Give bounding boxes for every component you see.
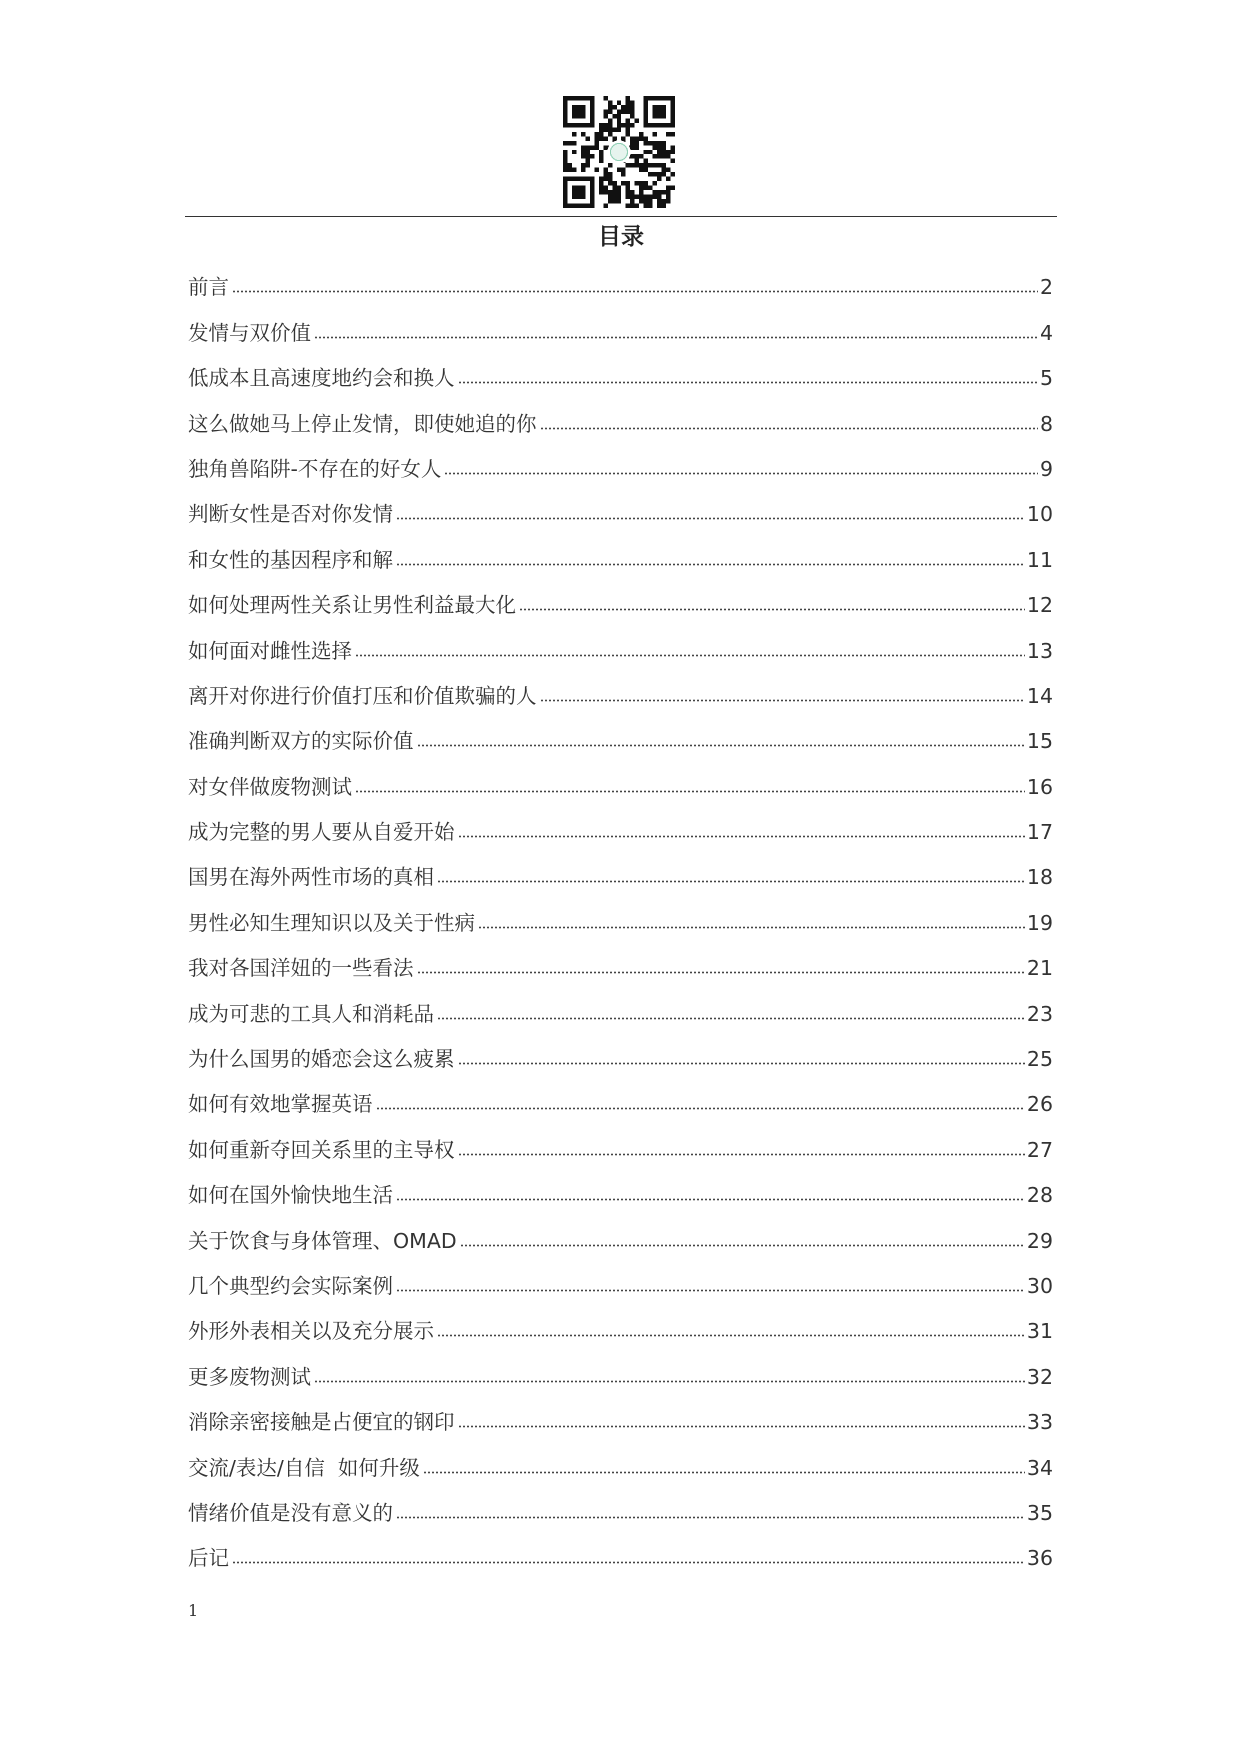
toc-entry-page: 14 [1026,683,1053,708]
toc-entry-label: 判断女性是否对你发情 [188,502,393,527]
toc-leader-dots [314,1377,1025,1383]
toc-leader-dots [458,378,1038,384]
toc-entry-label: 如何面对雌性选择 [188,638,352,663]
toc-leader-dots [437,1331,1025,1337]
toc-entry[interactable] [188,1210,1053,1255]
page-number: 1 [188,1601,199,1620]
toc-entry-label: 几个典型约会实际案例 [188,1273,393,1298]
toc-entry[interactable] [188,1301,1053,1346]
table-of-contents [188,257,1053,1573]
toc-leader-dots [396,514,1025,520]
toc-entry-label: 低成本且高速度地约会和换人 [188,366,455,391]
toc-entry-label: 后记 [188,1546,229,1571]
toc-leader-dots [417,968,1025,974]
toc-entry-label: 和女性的基因程序和解 [188,547,393,572]
toc-leader-dots [458,832,1025,838]
toc-entry[interactable] [188,1483,1053,1528]
toc-entry[interactable] [188,1528,1053,1573]
toc-leader-dots [232,1558,1025,1564]
toc-entry-page: 17 [1026,820,1053,845]
toc-entry-page: 23 [1026,1001,1053,1026]
toc-entry-label: 离开对你进行价值打压和价值欺骗的人 [188,683,537,708]
toc-entry-label: 更多废物测试 [188,1364,311,1389]
toc-entry-page: 9 [1039,456,1053,481]
toc-leader-dots [437,877,1025,883]
toc-entry[interactable] [188,484,1053,529]
toc-entry[interactable] [188,983,1053,1028]
toc-entry[interactable] [188,847,1053,892]
toc-entry[interactable] [188,1165,1053,1210]
toc-entry-label: 男性必知生理知识以及关于性病 [188,910,475,935]
toc-leader-dots [396,1195,1025,1201]
toc-entry-page: 4 [1039,320,1053,345]
toc-leader-dots [355,787,1025,793]
toc-entry-page: 25 [1026,1047,1053,1072]
toc-leader-dots [314,333,1038,339]
toc-entry-page: 35 [1026,1500,1053,1525]
toc-leader-dots [458,1422,1025,1428]
toc-entry[interactable] [188,1392,1053,1437]
toc-entry-label: 交流/表达/自信 如何升级 [188,1455,420,1480]
toc-entry[interactable] [188,529,1053,574]
toc-entry[interactable] [188,575,1053,620]
toc-entry-page: 32 [1026,1364,1053,1389]
toc-entry[interactable] [188,1119,1053,1164]
toc-leader-dots [232,287,1038,293]
toc-entry-page: 15 [1026,729,1053,754]
toc-entry[interactable] [188,802,1053,847]
toc-leader-dots [540,696,1025,702]
toc-entry-page: 11 [1026,547,1053,572]
toc-entry-page: 13 [1026,638,1053,663]
toc-entry[interactable] [188,892,1053,937]
toc-leader-dots [519,605,1025,611]
toc-entry[interactable] [188,711,1053,756]
toc-entry-label: 情绪价值是没有意义的 [188,1500,393,1525]
toc-leader-dots [460,1241,1025,1247]
toc-entry-label: 对女伴做废物测试 [188,774,352,799]
toc-entry[interactable] [188,756,1053,801]
toc-entry-page: 31 [1026,1319,1053,1344]
toc-leader-dots [396,1513,1025,1519]
toc-entry-page: 29 [1026,1228,1053,1253]
toc-entry[interactable] [188,348,1053,393]
toc-entry-page: 5 [1039,366,1053,391]
toc-entry-label: 成为可悲的工具人和消耗品 [188,1001,434,1026]
toc-entry-page: 2 [1039,275,1053,300]
toc-entry-label: 这么做她马上停止发情，即使她追的你 [188,411,537,436]
toc-entry[interactable] [188,666,1053,711]
toc-entry[interactable] [188,1029,1053,1074]
toc-entry-page: 8 [1039,411,1053,436]
toc-entry-page: 34 [1026,1455,1053,1480]
toc-entry[interactable] [188,1437,1053,1482]
toc-entry-label: 成为完整的男人要从自爱开始 [188,820,455,845]
toc-entry-label: 如何处理两性关系让男性利益最大化 [188,593,516,618]
toc-entry-page: 19 [1026,910,1053,935]
toc-entry-page: 27 [1026,1137,1053,1162]
toc-leader-dots [423,1468,1025,1474]
toc-leader-dots [444,469,1038,475]
toc-entry[interactable] [188,1346,1053,1391]
toc-entry-label: 准确判断双方的实际价值 [188,729,414,754]
toc-entry-page: 26 [1026,1092,1053,1117]
toc-title: 目录 [598,224,644,250]
toc-entry-page: 36 [1026,1546,1053,1571]
toc-entry-page: 28 [1026,1183,1053,1208]
toc-entry-label: 消除亲密接触是占便宜的钢印 [188,1410,455,1435]
toc-entry[interactable] [188,1256,1053,1301]
toc-leader-dots [355,651,1025,657]
toc-leader-dots [478,923,1025,929]
toc-entry-label: 如何重新夺回关系里的主导权 [188,1137,455,1162]
toc-leader-dots [437,1014,1025,1020]
header-rule [185,216,1057,217]
toc-entry-label: 我对各国洋妞的一些看法 [188,956,414,981]
toc-entry-label: 为什么国男的婚恋会这么疲累 [188,1047,455,1072]
toc-entry-label: 如何在国外愉快地生活 [188,1183,393,1208]
toc-entry-label: 关于饮食与身体管理、OMAD [188,1228,457,1253]
toc-leader-dots [540,424,1038,430]
toc-entry-label: 外形外表相关以及充分展示 [188,1319,434,1344]
toc-entry-page: 10 [1026,502,1053,527]
toc-entry-label: 如何有效地掌握英语 [188,1092,373,1117]
toc-entry[interactable] [188,439,1053,484]
qr-code [563,96,675,208]
toc-leader-dots [376,1104,1025,1110]
toc-entry[interactable] [188,257,1053,302]
toc-entry-label: 发情与双价值 [188,320,311,345]
toc-entry[interactable] [188,1074,1053,1119]
toc-entry[interactable] [188,302,1053,347]
toc-entry-page: 18 [1026,865,1053,890]
toc-entry[interactable] [188,938,1053,983]
toc-leader-dots [417,741,1025,747]
toc-leader-dots [396,560,1025,566]
toc-entry[interactable] [188,393,1053,438]
toc-entry-page: 21 [1026,956,1053,981]
toc-entry-page: 30 [1026,1273,1053,1298]
toc-entry-page: 16 [1026,774,1053,799]
toc-entry-label: 前言 [188,275,229,300]
toc-entry-page: 33 [1026,1410,1053,1435]
toc-entry-label: 独角兽陷阱-不存在的好女人 [188,456,442,481]
toc-leader-dots [458,1059,1025,1065]
toc-leader-dots [458,1150,1025,1156]
toc-leader-dots [396,1286,1025,1292]
toc-entry[interactable] [188,620,1053,665]
toc-entry-page: 12 [1026,593,1053,618]
toc-entry-label: 国男在海外两性市场的真相 [188,865,434,890]
